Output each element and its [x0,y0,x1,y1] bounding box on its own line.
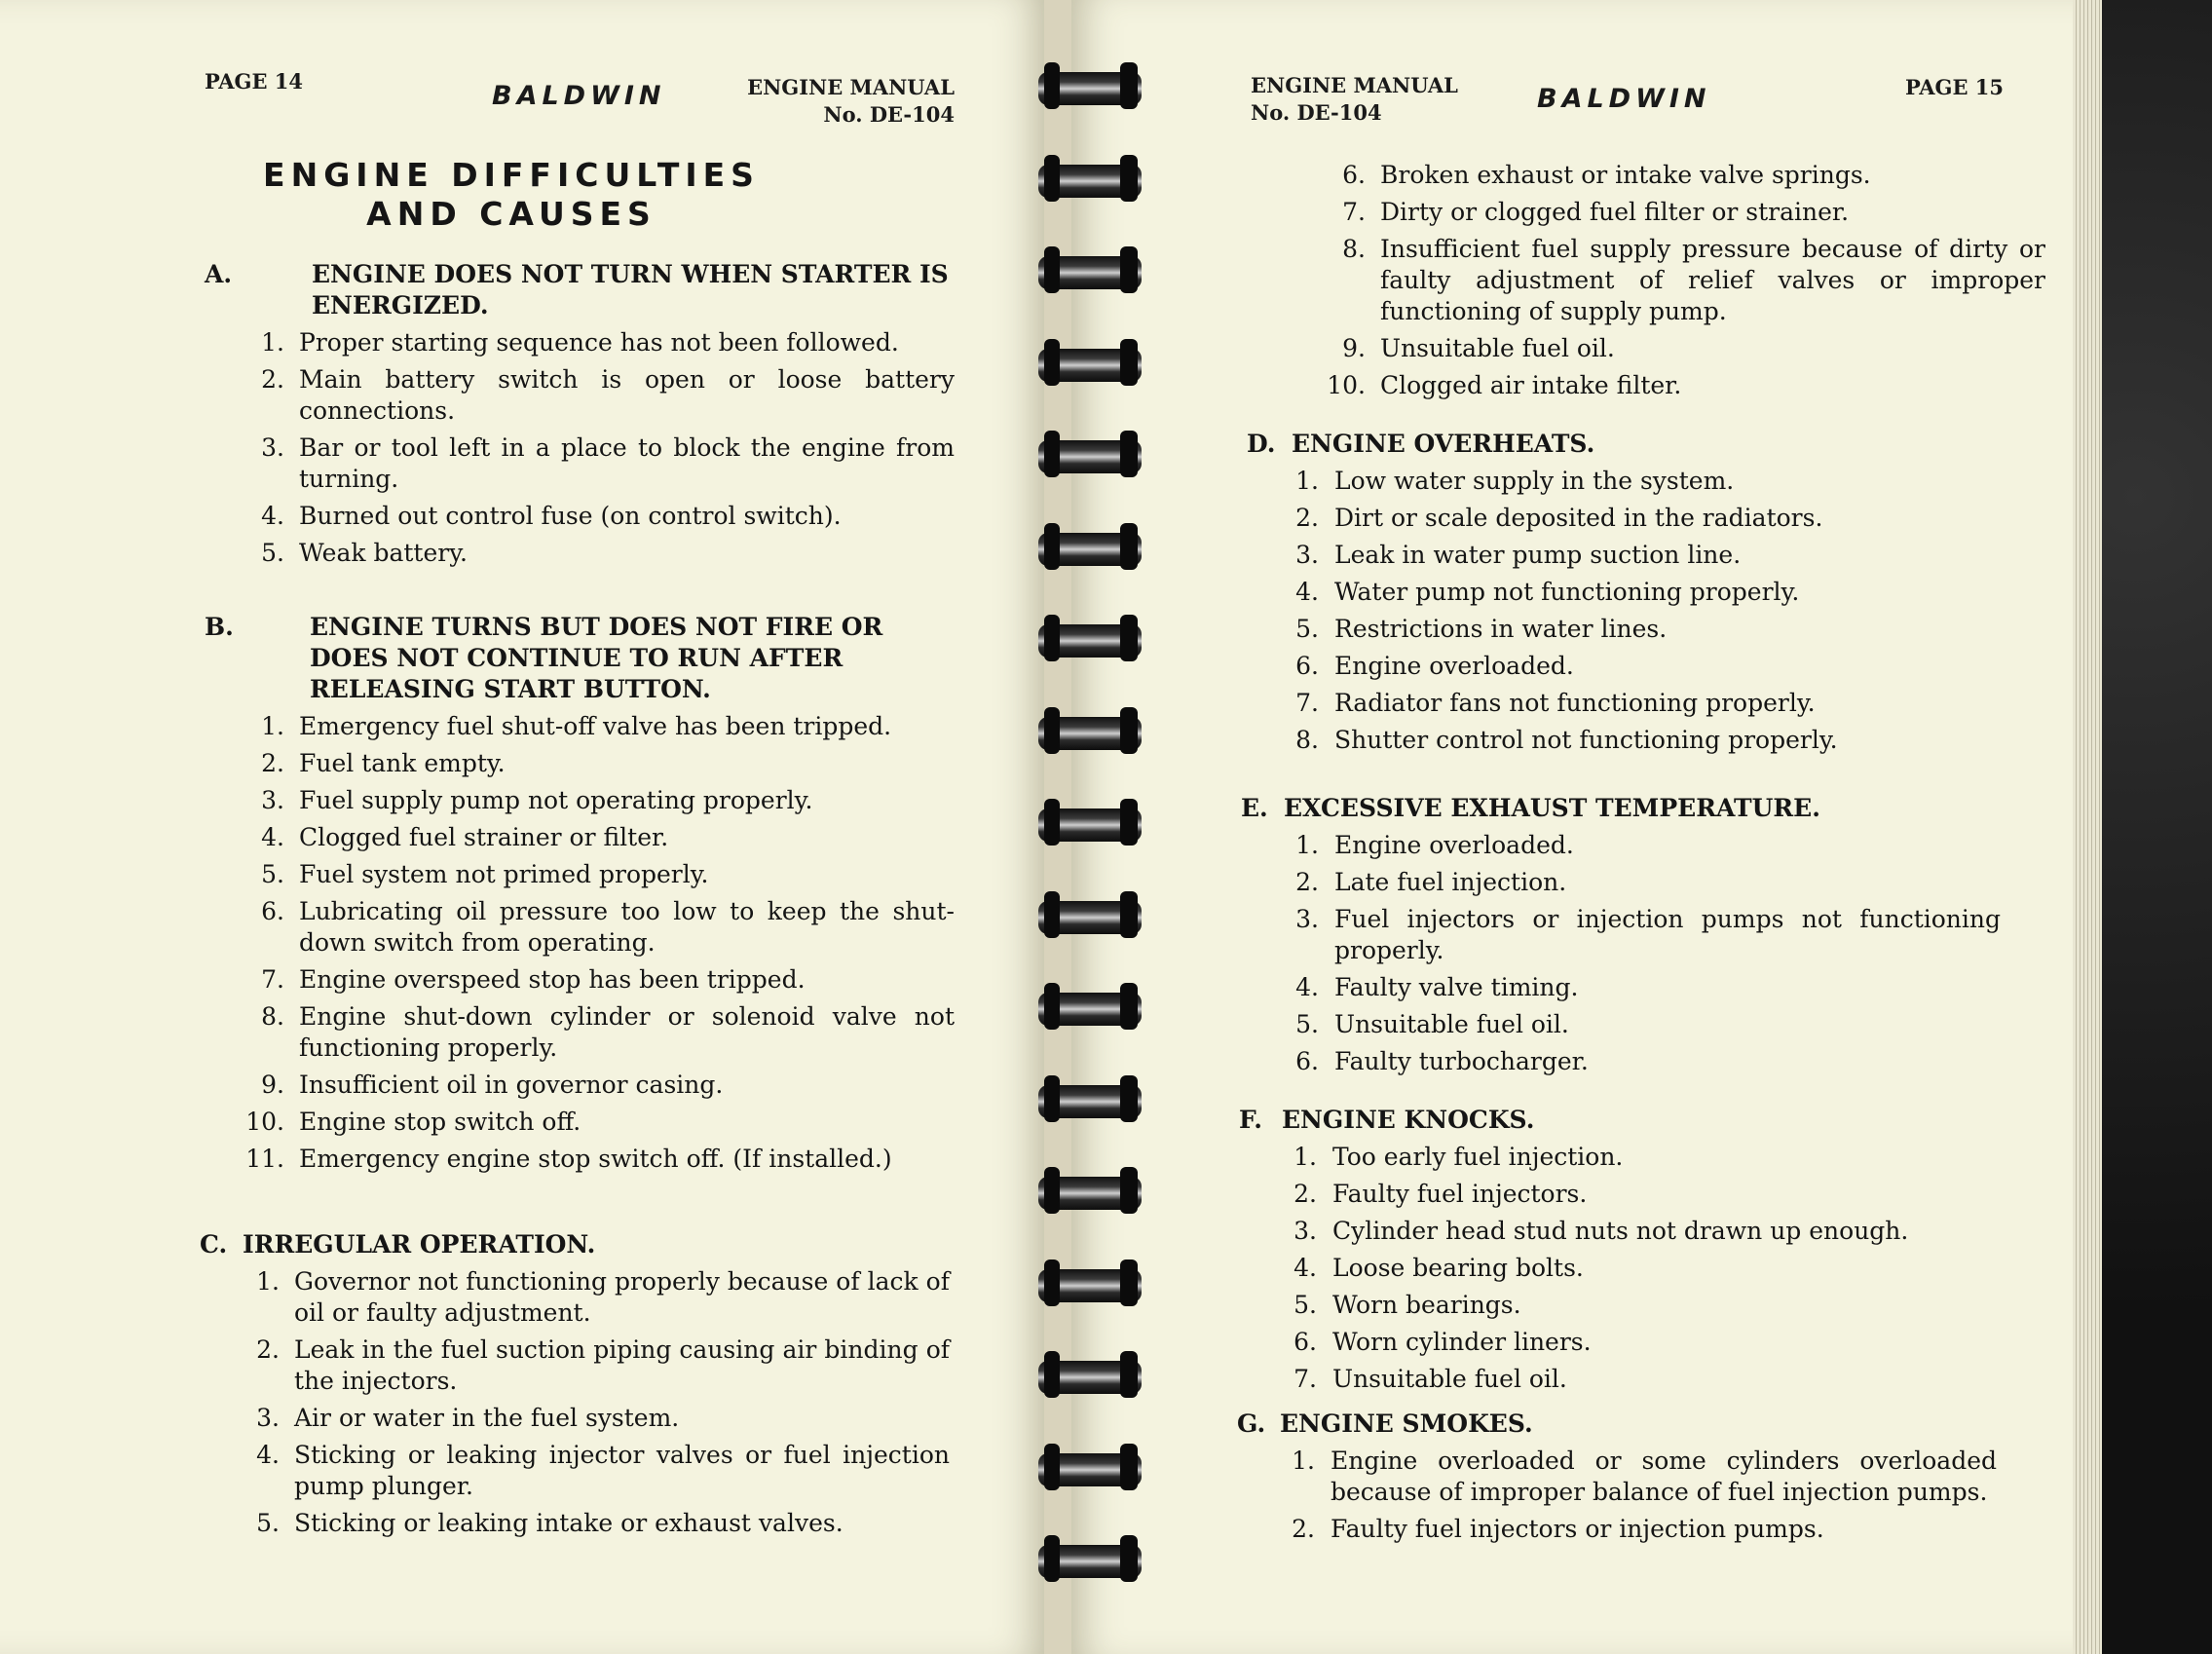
section-c [200,1229,950,1539]
list-item: 2. Leak in the fuel suction piping causing air binding of the injectors. [256,1335,950,1395]
section-heading: B. ENGINE TURNS BUT DOES NOT FIRE OR DOES NOT CONTINUE TO RUN AFTER RELEASING START BUTTON. [205,613,883,703]
page-number: PAGE 15 [1905,75,2005,99]
section-d [1247,429,2006,756]
list-item: 5. Weak battery. [261,539,468,567]
list-item: 1. Proper starting sequence has not been followed. [261,328,899,357]
spiral-ring [1038,615,1142,661]
list-item: 4. Clogged fuel strainer or filter. [261,823,669,851]
list-item: 1. Engine overloaded or some cylinders overloaded because of improper balance of fuel injection pumps. [1292,1447,1997,1506]
list-item: 2. Main battery switch is open or loose battery connections. [261,365,955,425]
section-g [1237,1409,1997,1545]
list-item: 6. Engine overloaded. [1295,652,1574,680]
brand-name: BALDWIN [492,81,666,111]
list-item: 7. Dirty or clogged fuel filter or strainer. [1342,198,1850,226]
cause-list [1247,466,2006,756]
list-item: 1. Low water supply in the system. [1295,467,1735,495]
cause-list [205,711,955,1175]
list-item: 6. Worn cylinder liners. [1293,1328,1592,1356]
left-page [0,0,1044,1654]
list-item: 2. Faulty fuel injectors or injection pumps. [1292,1515,1824,1543]
spiral-ring [1038,799,1142,846]
spiral-ring [1038,339,1142,386]
list-item: 5. Unsuitable fuel oil. [1295,1010,1569,1038]
spiral-ring [1038,62,1142,109]
list-item: 8. Insufficient fuel supply pressure because of dirty or faulty adjustment of relief valves or improper functioning of supply pump. [1342,235,2045,325]
list-item: 7. Engine overspeed stop has been tripped. [261,965,806,994]
page-number: PAGE 14 [205,69,304,94]
spiral-ring [1038,983,1142,1030]
cause-list [200,1266,950,1539]
list-item: 11. Emergency engine stop switch off. (If installed.) [245,1145,892,1173]
list-item: 9. Insufficient oil in governor casing. [261,1071,724,1099]
spiral-ring [1038,431,1142,477]
manual-header [721,74,955,129]
section-e [1241,793,2001,1077]
list-item: 3. Fuel supply pump not operating properly. [261,786,813,814]
right-page [1071,0,2073,1654]
page-title-line2: AND CAUSES [366,195,656,233]
page-title [200,156,823,234]
spiral-ring [1038,1167,1142,1214]
list-item: 4. Burned out control fuse (on control switch). [261,502,842,530]
section-heading: G. ENGINE SMOKES. [1237,1410,1533,1438]
spiral-ring [1038,523,1142,570]
section-c-continued [1286,154,2045,401]
list-item: 5. Restrictions in water lines. [1295,615,1668,643]
cause-list [205,327,955,569]
spiral-ring [1038,707,1142,754]
list-item: 4. Sticking or leaking injector valves or fuel injection pump plunger. [256,1441,950,1500]
list-item: 6. Lubricating oil pressure too low to keep the shut-down switch from operating. [261,897,955,957]
spiral-ring [1038,891,1142,938]
manual-number: No. DE-104 [823,102,955,127]
list-item: 1. Governor not functioning properly because of lack of oil or faulty adjustment. [256,1267,950,1327]
back-cover [2102,0,2212,1654]
list-item: 3. Cylinder head stud nuts not drawn up enough. [1293,1217,1909,1245]
list-item: 1. Engine overloaded. [1295,831,1574,859]
spiral-ring [1038,1075,1142,1122]
list-item: 10. Engine stop switch off. [245,1108,581,1136]
list-item: 7. Unsuitable fuel oil. [1293,1365,1567,1393]
page-stack-edges [2073,0,2102,1654]
cause-list [1237,1446,1997,1545]
list-item: 3. Bar or tool left in a place to block the engine from turning. [261,433,955,493]
section-heading: D. ENGINE OVERHEATS. [1247,430,1595,458]
spiral-ring [1038,1535,1142,1582]
list-item: 5. Worn bearings. [1293,1291,1521,1319]
list-item: 6. Faulty turbocharger. [1295,1047,1589,1075]
list-item: 3. Leak in water pump suction line. [1295,541,1742,569]
list-item: 10. Clogged air intake filter. [1327,371,1682,399]
list-item: 2. Faulty fuel injectors. [1293,1180,1588,1208]
spiral-ring [1038,1351,1142,1398]
cause-list [1286,160,2045,401]
section-heading: C. IRREGULAR OPERATION. [200,1230,596,1259]
list-item: 7. Radiator fans not functioning properly. [1295,689,1816,717]
spiral-ring [1038,155,1142,202]
page-title-line1: ENGINE DIFFICULTIES [263,156,760,194]
section-heading: F. ENGINE KNOCKS. [1239,1106,1535,1134]
list-item: 1. Too early fuel injection. [1293,1143,1624,1171]
section-a [205,259,955,569]
cause-list [1239,1142,1999,1395]
manual-header [1251,72,1458,127]
section-heading: E. EXCESSIVE EXHAUST TEMPERATURE. [1241,794,1820,822]
list-item: 4. Water pump not functioning properly. [1295,578,1800,606]
list-item: 2. Fuel tank empty. [261,749,506,777]
cause-list [1241,830,2001,1077]
list-item: 2. Late fuel injection. [1295,868,1567,896]
section-b [205,612,955,1175]
list-item: 8. Engine shut-down cylinder or solenoid valve not functioning properly. [261,1002,955,1062]
manual-title: ENGINE MANUAL [1251,73,1458,97]
list-item: 4. Loose bearing bolts. [1293,1254,1584,1282]
list-item: 4. Faulty valve timing. [1295,973,1579,1001]
list-item: 6. Broken exhaust or intake valve springs. [1342,161,1871,189]
list-item: 2. Dirt or scale deposited in the radiators. [1295,504,1823,532]
list-item: 9. Unsuitable fuel oil. [1342,334,1615,362]
list-item: 3. Air or water in the fuel system. [256,1404,680,1432]
spiral-ring [1038,1259,1142,1306]
manual-title: ENGINE MANUAL [747,75,955,99]
spiral-ring [1038,246,1142,293]
list-item: 8. Shutter control not functioning properly. [1295,726,1838,754]
list-item: 3. Fuel injectors or injection pumps not functioning properly. [1295,905,2001,964]
list-item: 5. Fuel system not primed properly. [261,860,709,888]
section-heading: A. ENGINE DOES NOT TURN WHEN STARTER IS ENERGIZED. [205,260,949,320]
brand-name: BALDWIN [1537,84,1711,114]
list-item: 1. Emergency fuel shut-off valve has been tripped. [261,712,892,740]
section-f [1239,1105,1999,1395]
list-item: 5. Sticking or leaking intake or exhaust valves. [256,1509,844,1537]
manual-number: No. DE-104 [1251,100,1382,125]
spiral-ring [1038,1444,1142,1490]
